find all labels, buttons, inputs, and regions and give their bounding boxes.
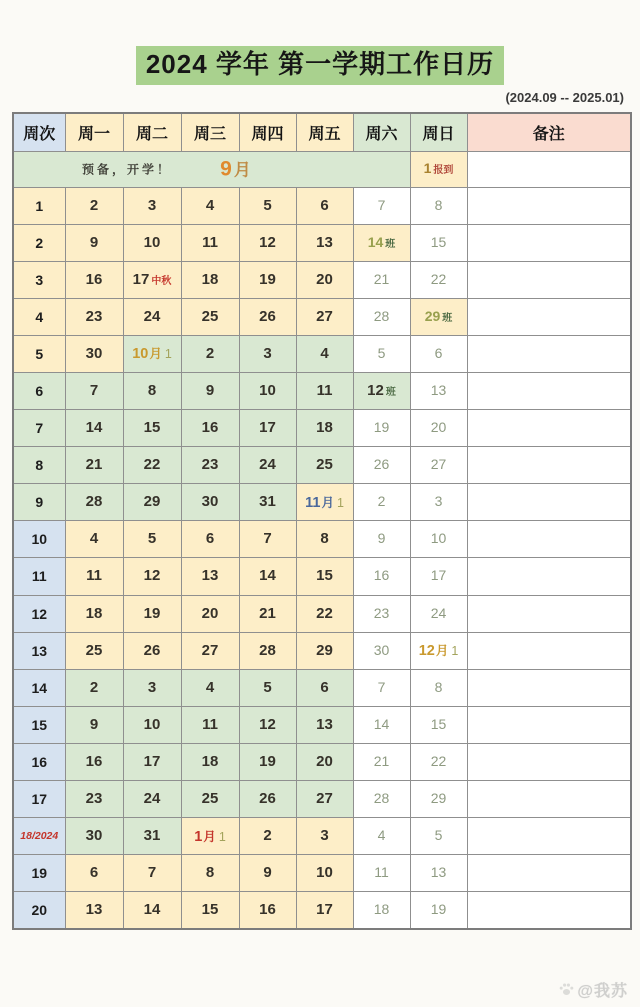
day-cell: 18 [296, 410, 353, 447]
week-number-cell: 19 [13, 855, 65, 892]
day-cell: 14 [239, 558, 296, 595]
day-cell: 5 [239, 187, 296, 224]
day-cell: 23 [353, 595, 410, 632]
week-row [13, 669, 631, 706]
day-cell: 16 [239, 892, 296, 930]
week-row [13, 855, 631, 892]
remark-cell [467, 706, 631, 743]
week-number-cell: 13 [13, 632, 65, 669]
day-cell: 11 [65, 558, 123, 595]
day-cell: 20 [296, 261, 353, 298]
date-range-subtitle: (2024.09 -- 2025.01) [505, 89, 624, 105]
day-cell: 11 [296, 372, 353, 409]
day-cell: 17 [410, 558, 467, 595]
day-cell: 6 [65, 855, 123, 892]
day-cell: 30 [181, 484, 239, 521]
week-row [13, 743, 631, 780]
day-cell: 26 [353, 447, 410, 484]
day-cell: 21 [353, 261, 410, 298]
day-cell: 11 [353, 855, 410, 892]
day-cell: 23 [181, 447, 239, 484]
day-cell: 12 [239, 706, 296, 743]
week-number-cell: 4 [13, 298, 65, 335]
day-cell: 10月 1 [123, 335, 181, 372]
page-title: 2024 学年 第一学期工作日历 [136, 46, 504, 85]
day-cell: 28 [353, 781, 410, 818]
remark-cell [467, 632, 631, 669]
day-cell: 6 [181, 521, 239, 558]
day-cell: 19 [410, 892, 467, 930]
day-cell: 21 [353, 743, 410, 780]
header-wednesday: 周三 [181, 113, 239, 152]
week-row [13, 632, 631, 669]
day-cell: 13 [296, 224, 353, 261]
day-cell: 16 [65, 261, 123, 298]
week-number-cell: 6 [13, 372, 65, 409]
header-row [13, 113, 631, 152]
remark-cell [467, 521, 631, 558]
day-cell: 25 [181, 781, 239, 818]
day-cell: 22 [410, 743, 467, 780]
report-tag: 报到 [433, 165, 454, 176]
remark-cell [467, 372, 631, 409]
remark-cell [467, 595, 631, 632]
remark-cell [467, 558, 631, 595]
day-cell: 27 [296, 781, 353, 818]
day-cell: 8 [296, 521, 353, 558]
day-cell: 16 [353, 558, 410, 595]
remark-cell [467, 781, 631, 818]
week-number-cell: 10 [13, 521, 65, 558]
week-number-cell: 12 [13, 595, 65, 632]
day-cell: 27 [410, 447, 467, 484]
day-cell: 23 [65, 781, 123, 818]
day-cell: 10 [410, 521, 467, 558]
day-cell: 4 [296, 335, 353, 372]
day-cell: 29 [296, 632, 353, 669]
week-number-cell: 17 [13, 781, 65, 818]
day-cell: 19 [239, 261, 296, 298]
day-cell: 3 [410, 484, 467, 521]
week-row [13, 224, 631, 261]
paw-icon [558, 981, 575, 998]
remark-cell [467, 187, 631, 224]
day-cell: 4 [353, 818, 410, 855]
day-cell: 28 [239, 632, 296, 669]
day-cell: 17 中秋 [123, 261, 181, 298]
day-cell: 7 [65, 372, 123, 409]
header-tuesday: 周二 [123, 113, 181, 152]
day-cell: 26 [123, 632, 181, 669]
day-cell: 14 [353, 706, 410, 743]
day-cell: 26 [239, 781, 296, 818]
day-cell: 19 [239, 743, 296, 780]
report-day-number: 1 [423, 160, 432, 176]
day-cell: 17 [123, 743, 181, 780]
day-cell: 30 [65, 335, 123, 372]
header-sunday: 周日 [410, 113, 467, 152]
work-calendar-table [12, 112, 632, 931]
week-number-cell: 1 [13, 187, 65, 224]
header-week-number: 周次 [13, 113, 65, 152]
remark-cell [467, 669, 631, 706]
remark-cell [467, 447, 631, 484]
day-cell: 2 [65, 187, 123, 224]
day-cell: 20 [296, 743, 353, 780]
day-cell: 27 [181, 632, 239, 669]
day-cell: 9 [65, 224, 123, 261]
day-cell: 8 [410, 669, 467, 706]
calendar-body [13, 187, 631, 929]
day-cell: 9 [239, 855, 296, 892]
watermark [558, 978, 628, 1001]
september-banner [13, 151, 410, 187]
day-cell: 9 [353, 521, 410, 558]
day-cell: 6 [296, 187, 353, 224]
week-row [13, 447, 631, 484]
week-number-cell: 16 [13, 743, 65, 780]
day-cell: 5 [353, 335, 410, 372]
remark-cell [467, 298, 631, 335]
day-cell: 15 [181, 892, 239, 930]
day-cell: 15 [410, 706, 467, 743]
day-cell: 3 [239, 335, 296, 372]
day-cell: 8 [123, 372, 181, 409]
day-cell: 30 [65, 818, 123, 855]
day-cell: 2 [353, 484, 410, 521]
watermark-text: @我苏 [577, 983, 628, 1000]
day-cell: 22 [296, 595, 353, 632]
week-number-cell: 14 [13, 669, 65, 706]
week-row [13, 261, 631, 298]
day-cell: 6 [410, 335, 467, 372]
day-cell: 7 [123, 855, 181, 892]
day-cell: 4 [181, 187, 239, 224]
remark-cell [467, 892, 631, 930]
day-cell: 13 [296, 706, 353, 743]
day-cell: 7 [353, 669, 410, 706]
banner-note: 预备，开学！ [82, 162, 173, 177]
day-cell: 10 [296, 855, 353, 892]
day-cell: 11月 1 [296, 484, 353, 521]
week-row [13, 892, 631, 930]
day-cell: 14 班 [353, 224, 410, 261]
remark-cell [467, 484, 631, 521]
day-cell: 30 [353, 632, 410, 669]
day-cell: 3 [123, 187, 181, 224]
day-cell: 24 [239, 447, 296, 484]
day-cell: 27 [296, 298, 353, 335]
header-monday: 周一 [65, 113, 123, 152]
week-row [13, 521, 631, 558]
day-cell: 23 [65, 298, 123, 335]
week-number-cell: 3 [13, 261, 65, 298]
day-cell: 10 [239, 372, 296, 409]
remark-cell [467, 261, 631, 298]
day-cell: 18 [181, 261, 239, 298]
day-cell: 25 [296, 447, 353, 484]
header-friday: 周五 [296, 113, 353, 152]
day-cell: 12 [239, 224, 296, 261]
september-banner-row [13, 151, 631, 187]
week-row [13, 558, 631, 595]
remark-cell [467, 410, 631, 447]
day-cell: 25 [65, 632, 123, 669]
day-cell: 5 [123, 521, 181, 558]
day-cell: 31 [123, 818, 181, 855]
day-cell: 4 [181, 669, 239, 706]
day-cell: 18 [181, 743, 239, 780]
day-cell: 21 [239, 595, 296, 632]
week-row [13, 781, 631, 818]
day-cell: 7 [239, 521, 296, 558]
day-cell: 9 [181, 372, 239, 409]
day-cell: 2 [181, 335, 239, 372]
remark-cell [467, 855, 631, 892]
week-number-cell: 18/2024 [13, 818, 65, 855]
day-cell: 12月 1 [410, 632, 467, 669]
day-cell: 28 [65, 484, 123, 521]
week-number-cell: 5 [13, 335, 65, 372]
week-number-cell: 8 [13, 447, 65, 484]
week-number-cell: 11 [13, 558, 65, 595]
day-cell: 11 [181, 224, 239, 261]
day-cell: 9 [65, 706, 123, 743]
week-row [13, 372, 631, 409]
day-cell: 18 [353, 892, 410, 930]
week-row [13, 187, 631, 224]
day-cell: 24 [410, 595, 467, 632]
day-cell: 12 [123, 558, 181, 595]
week-number-cell: 20 [13, 892, 65, 930]
day-cell: 3 [123, 669, 181, 706]
header-remarks: 备注 [467, 113, 631, 152]
day-cell: 19 [123, 595, 181, 632]
week-row [13, 706, 631, 743]
day-cell: 15 [296, 558, 353, 595]
day-cell: 16 [181, 410, 239, 447]
remark-cell [467, 818, 631, 855]
day-cell: 24 [123, 298, 181, 335]
day-cell: 5 [239, 669, 296, 706]
week-row [13, 484, 631, 521]
day-cell: 5 [410, 818, 467, 855]
day-cell: 8 [181, 855, 239, 892]
day-cell: 10 [123, 224, 181, 261]
day-cell: 12 班 [353, 372, 410, 409]
day-cell: 17 [296, 892, 353, 930]
day-cell: 13 [410, 372, 467, 409]
remark-cell [467, 335, 631, 372]
day-cell: 21 [65, 447, 123, 484]
day-cell: 14 [65, 410, 123, 447]
day-cell: 15 [123, 410, 181, 447]
day-cell: 15 [410, 224, 467, 261]
day-cell: 20 [181, 595, 239, 632]
day-cell: 20 [410, 410, 467, 447]
day-cell: 7 [353, 187, 410, 224]
week-row [13, 410, 631, 447]
remark-cell [467, 743, 631, 780]
day-cell: 2 [239, 818, 296, 855]
day-cell: 28 [353, 298, 410, 335]
day-cell: 19 [353, 410, 410, 447]
day-cell: 18 [65, 595, 123, 632]
month-character: 月 [233, 160, 251, 180]
sept1-report-cell [410, 151, 467, 187]
week-number-cell: 9 [13, 484, 65, 521]
week-number-cell: 15 [13, 706, 65, 743]
day-cell: 13 [65, 892, 123, 930]
day-cell: 14 [123, 892, 181, 930]
month-number: 9 [220, 157, 232, 181]
header-thursday: 周四 [239, 113, 296, 152]
september-month-label [220, 155, 251, 181]
day-cell: 26 [239, 298, 296, 335]
remark-cell [467, 224, 631, 261]
day-cell: 24 [123, 781, 181, 818]
day-cell: 16 [65, 743, 123, 780]
day-cell: 22 [410, 261, 467, 298]
day-cell: 22 [123, 447, 181, 484]
remark-cell [467, 151, 631, 187]
week-number-cell: 2 [13, 224, 65, 261]
day-cell: 25 [181, 298, 239, 335]
day-cell: 4 [65, 521, 123, 558]
week-row [13, 818, 631, 855]
day-cell: 17 [239, 410, 296, 447]
day-cell: 29 [410, 781, 467, 818]
day-cell: 11 [181, 706, 239, 743]
day-cell: 29 班 [410, 298, 467, 335]
day-cell: 1月 1 [181, 818, 239, 855]
week-row [13, 298, 631, 335]
day-cell: 6 [296, 669, 353, 706]
week-row [13, 335, 631, 372]
header-saturday: 周六 [353, 113, 410, 152]
day-cell: 10 [123, 706, 181, 743]
day-cell: 31 [239, 484, 296, 521]
day-cell: 8 [410, 187, 467, 224]
week-number-cell: 7 [13, 410, 65, 447]
day-cell: 29 [123, 484, 181, 521]
day-cell: 13 [181, 558, 239, 595]
week-row [13, 595, 631, 632]
day-cell: 3 [296, 818, 353, 855]
day-cell: 13 [410, 855, 467, 892]
day-cell: 2 [65, 669, 123, 706]
